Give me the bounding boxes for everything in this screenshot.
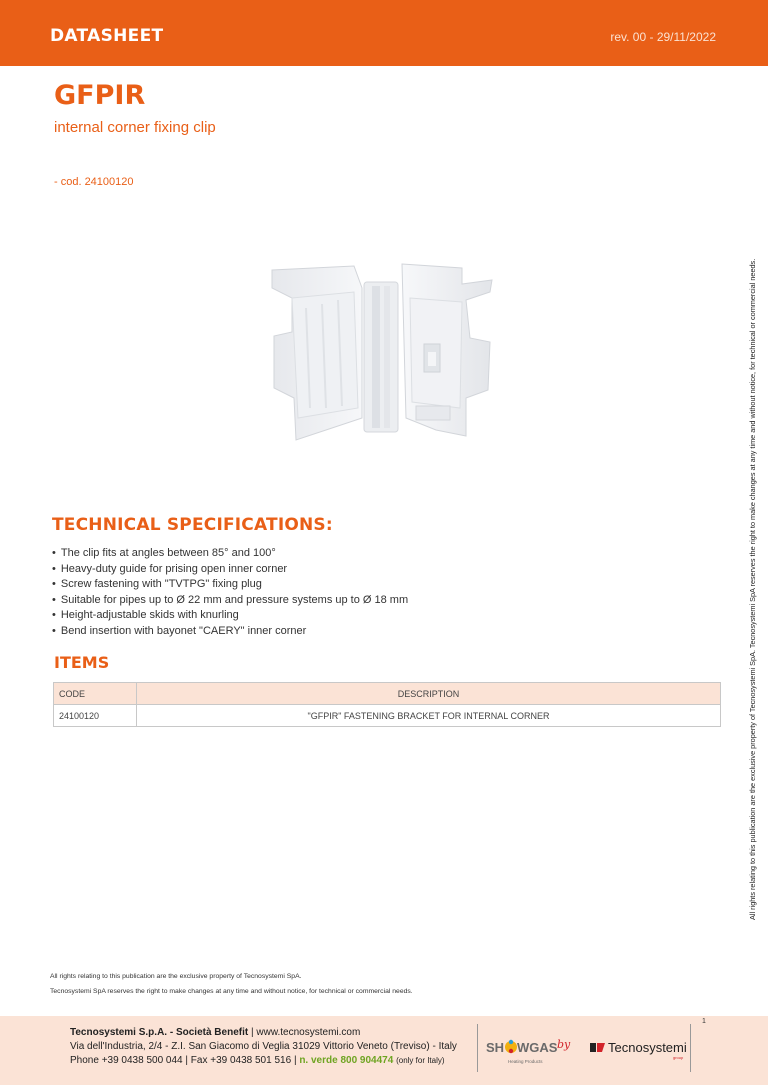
rights-line-2: Tecnosystemi SpA reserves the right to make changes at any time and without notice, for technical or commercial needs. — [50, 988, 413, 995]
product-cod-line: - cod. 24100120 — [54, 176, 134, 188]
product-image — [266, 258, 498, 448]
item-description-cell: "GFPIR" FASTENING BRACKET FOR INTERNAL CORNER — [137, 705, 721, 727]
items-table — [53, 682, 721, 727]
vertical-rights-note: All rights relating to this publication are the exclusive property of Tecnosystemi SpA. Tecnosystemi SpA reserves the right to make changes at any time and without notice, for technical or commercial needs. — [748, 258, 757, 920]
company-name: Tecnosystemi S.p.A. - Società Benefit — [70, 1027, 249, 1038]
company-fax: Fax +39 0438 501 516 — [190, 1055, 292, 1066]
svg-text:Heating Products: Heating Products — [508, 1059, 543, 1064]
spec-list — [52, 546, 408, 639]
spec-item: • The clip fits at angles between 85° and 100° — [52, 546, 408, 562]
svg-text:WGAS: WGAS — [517, 1040, 558, 1055]
rights-line-1: All rights relating to this publication are the exclusive property of Tecnosystemi SpA. — [50, 973, 302, 980]
spec-item: • Height-adjustable skids with knurling — [52, 608, 408, 624]
technical-specifications-heading: TECHNICAL SPECIFICATIONS: — [52, 515, 333, 535]
column-header-description: DESCRIPTION — [137, 683, 721, 705]
by-text: by — [557, 1038, 571, 1051]
company-address: Via dell'Industria, 2/4 - Z.I. San Giacomo di Veglia 31029 Vittorio Veneto (Treviso) - Italy — [70, 1041, 457, 1052]
header-bar — [0, 0, 768, 66]
spec-item: • Suitable for pipes up to Ø 22 mm and pressure systems up to Ø 18 mm — [52, 593, 408, 609]
product-subtitle: internal corner fixing clip — [54, 119, 216, 136]
svg-text:Tecnosystemi: Tecnosystemi — [608, 1040, 687, 1055]
table-header-row — [54, 683, 721, 705]
item-code-cell: 24100120 — [54, 705, 137, 727]
revision-date: rev. 00 - 29/11/2022 — [610, 30, 716, 44]
company-website[interactable]: www.tecnosystemi.com — [256, 1027, 361, 1038]
column-header-code: CODE — [54, 683, 137, 705]
spec-item: • Bend insertion with bayonet "CAERY" inner corner — [52, 624, 408, 640]
items-heading: ITEMS — [54, 653, 110, 672]
footer-divider — [690, 1024, 691, 1072]
toll-free-note: (only for Italy) — [396, 1056, 445, 1065]
svg-text:SH: SH — [486, 1040, 505, 1055]
company-info: Tecnosystemi S.p.A. - Società Benefit | www.tecnosystemi.com Via dell'Industria, 2/4 - Z.I. San Giacomo di Veglia 31029 Vittorio Veneto (Treviso) - Italy Phone +39 0438 500 044 | Fax +39 0438 501 516 | n. verde 800 904474 (only for Italy) — [70, 1027, 457, 1066]
product-code: GFPIR — [54, 80, 146, 111]
footer-divider — [477, 1024, 478, 1072]
svg-text:group: group — [673, 1055, 684, 1060]
spec-item: • Heavy-duty guide for prising open inner corner — [52, 562, 408, 578]
spec-item: • Screw fastening with "TVTPG" fixing plug — [52, 577, 408, 593]
page-number: 1 — [702, 1018, 706, 1025]
table-row — [54, 705, 721, 727]
toll-free-number: n. verde 800 904474 — [299, 1055, 394, 1066]
datasheet-title: DATASHEET — [50, 26, 164, 46]
tecnosystemi-logo — [590, 1036, 686, 1062]
footer-bar — [0, 1016, 768, 1085]
company-phone: Phone +39 0438 500 044 — [70, 1055, 183, 1066]
showgas-logo — [486, 1030, 558, 1070]
